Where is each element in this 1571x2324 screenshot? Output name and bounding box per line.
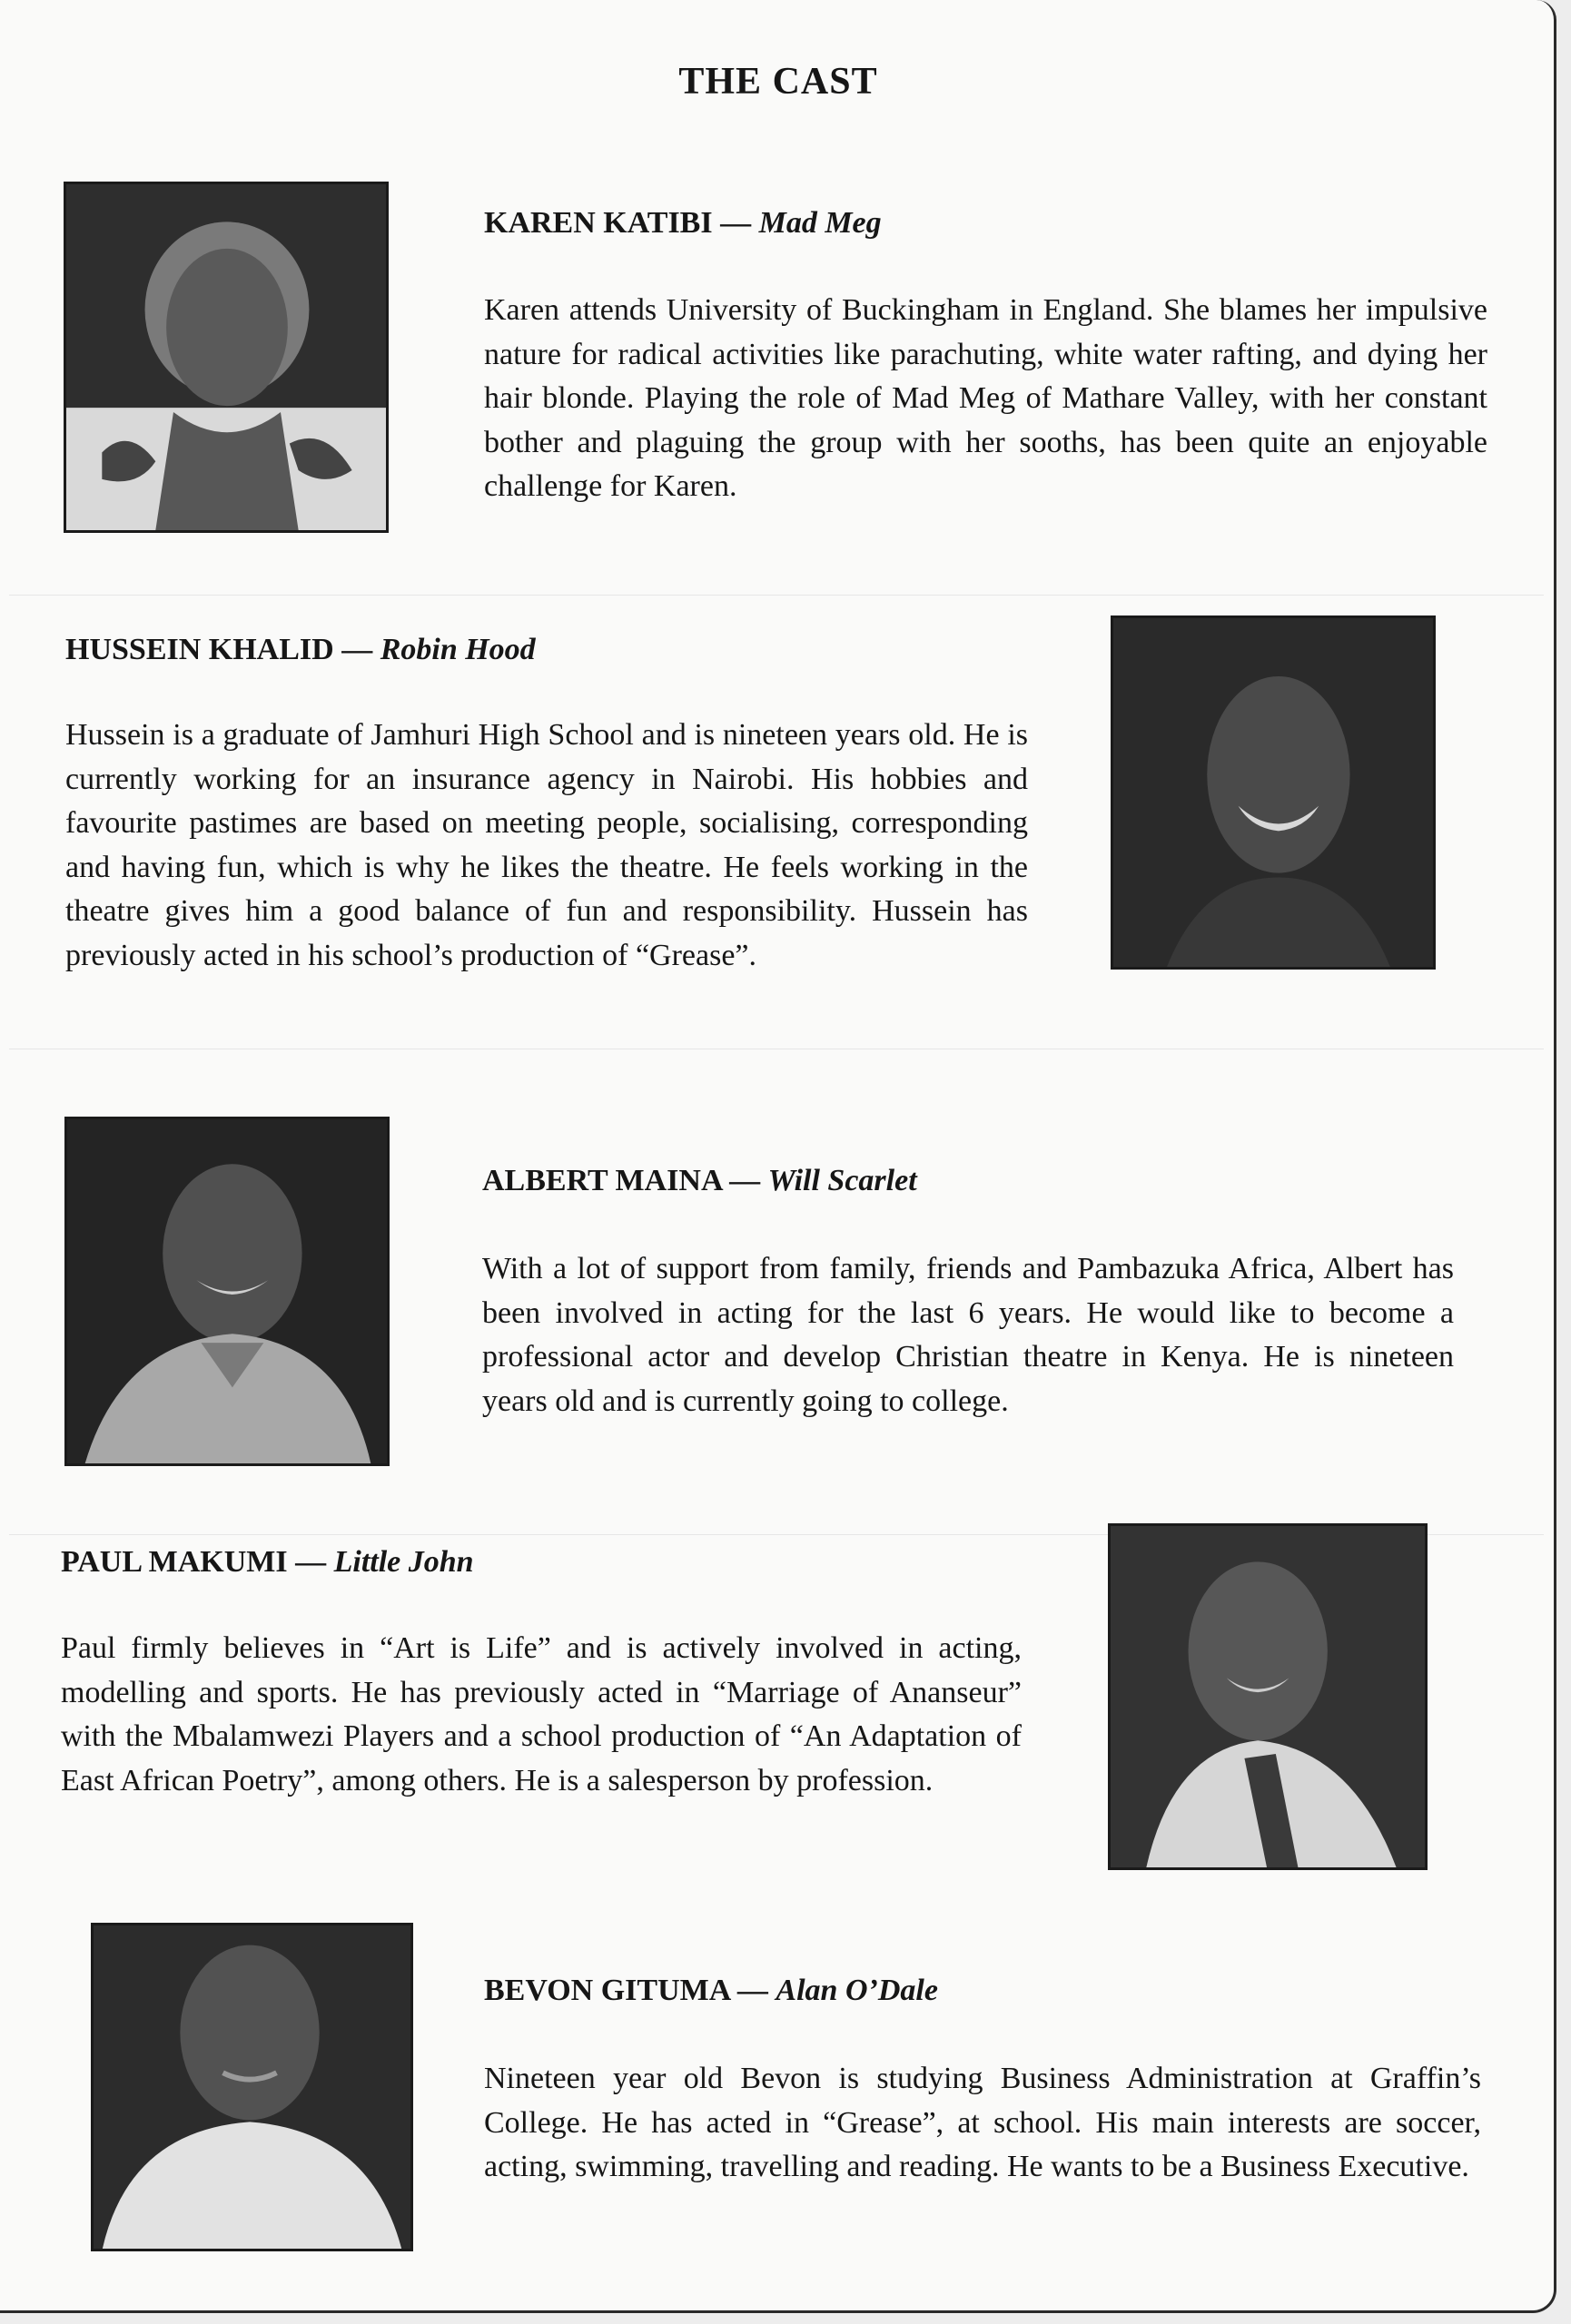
- cast-role: Little John: [333, 1545, 474, 1579]
- portrait-placeholder-icon: [66, 184, 386, 530]
- cast-name: KAREN KATIBI: [484, 206, 713, 240]
- cast-separator: —: [721, 1164, 768, 1197]
- cast-bio: Paul firmly believes in “Art is Life” and is actively involved in acting, modelling and sports. He has previously acted in “Marriage of Ananseur” with the Mbalamwezi Players and a school production of “An Adaptation of East African Poetry”, among others. He is a salesperson by profession.: [61, 1631, 1022, 1797]
- cast-bio: Nineteen year old Bevon is studying Business Administration at Graffin’s College. He has acted in “Grease”, at school. His main interests are soccer, acting, swimming, travelling and reading. He wants to be a Business Executive.: [484, 2062, 1481, 2183]
- cast-name: HUSSEIN KHALID: [65, 633, 334, 666]
- portrait-placeholder-icon: [1113, 618, 1433, 967]
- cast-bio: With a lot of support from family, friends and Pambazuka Africa, Albert has been involved in acting for the last 6 years. He would like to become a professional actor and develop Christian theatre in Kenya. He is nineteen years old and is currently going to college.: [482, 1252, 1454, 1418]
- cast-role: Alan O’Dale: [776, 1974, 938, 2007]
- cast-photo-karen-katibi: [64, 182, 389, 533]
- cast-role: Will Scarlet: [767, 1164, 917, 1197]
- cast-separator: —: [712, 206, 759, 240]
- cast-name: PAUL MAKUMI: [61, 1545, 288, 1579]
- cast-separator: —: [287, 1545, 334, 1579]
- portrait-placeholder-icon: [1111, 1526, 1425, 1867]
- portrait-placeholder-icon: [94, 1925, 410, 2249]
- cast-photo-bevon-gituma: [91, 1923, 413, 2251]
- cast-bio: Hussein is a graduate of Jamhuri High School and is nineteen years old. He is currently working for an insurance agency in Nairobi. His hobbies and favourite pastimes are based on meeting people, socialising, corresponding and having fun, which is why he likes the theatre. He feels working in the theatre gives him a good balance of fun and responsibility. Hussein has previously acted in his school’s production of “Grease”.: [65, 718, 1028, 972]
- cast-photo-albert-maina: [64, 1117, 390, 1466]
- cast-name: BEVON GITUMA: [484, 1974, 730, 2007]
- cast-heading: [484, 206, 882, 241]
- cast-bio: Karen attends University of Buckingham in England. She blames her impulsive nature for radical activities like parachuting, white water rafting, and dying her hair blonde. Playing the role of Mad Meg of Mathare Valley, with her constant bother and plaguing the group with her sooths, has been quite an enjoyable challenge for Karen.: [484, 293, 1487, 503]
- cast-heading: [482, 1164, 917, 1198]
- cast-role: Mad Meg: [758, 206, 882, 240]
- cast-heading: [484, 1974, 938, 2008]
- cast-separator: —: [333, 633, 380, 666]
- page-title: THE CAST: [678, 61, 878, 103]
- portrait-placeholder-icon: [67, 1119, 387, 1463]
- cast-role: Robin Hood: [380, 633, 536, 666]
- cast-name: ALBERT MAINA: [482, 1164, 722, 1197]
- cast-photo-paul-makumi: [1108, 1523, 1428, 1870]
- cast-separator: —: [729, 1974, 776, 2007]
- cast-photo-hussein-khalid: [1111, 615, 1436, 970]
- divider: [9, 595, 1544, 596]
- cast-heading: [65, 633, 536, 667]
- cast-heading: [61, 1545, 474, 1580]
